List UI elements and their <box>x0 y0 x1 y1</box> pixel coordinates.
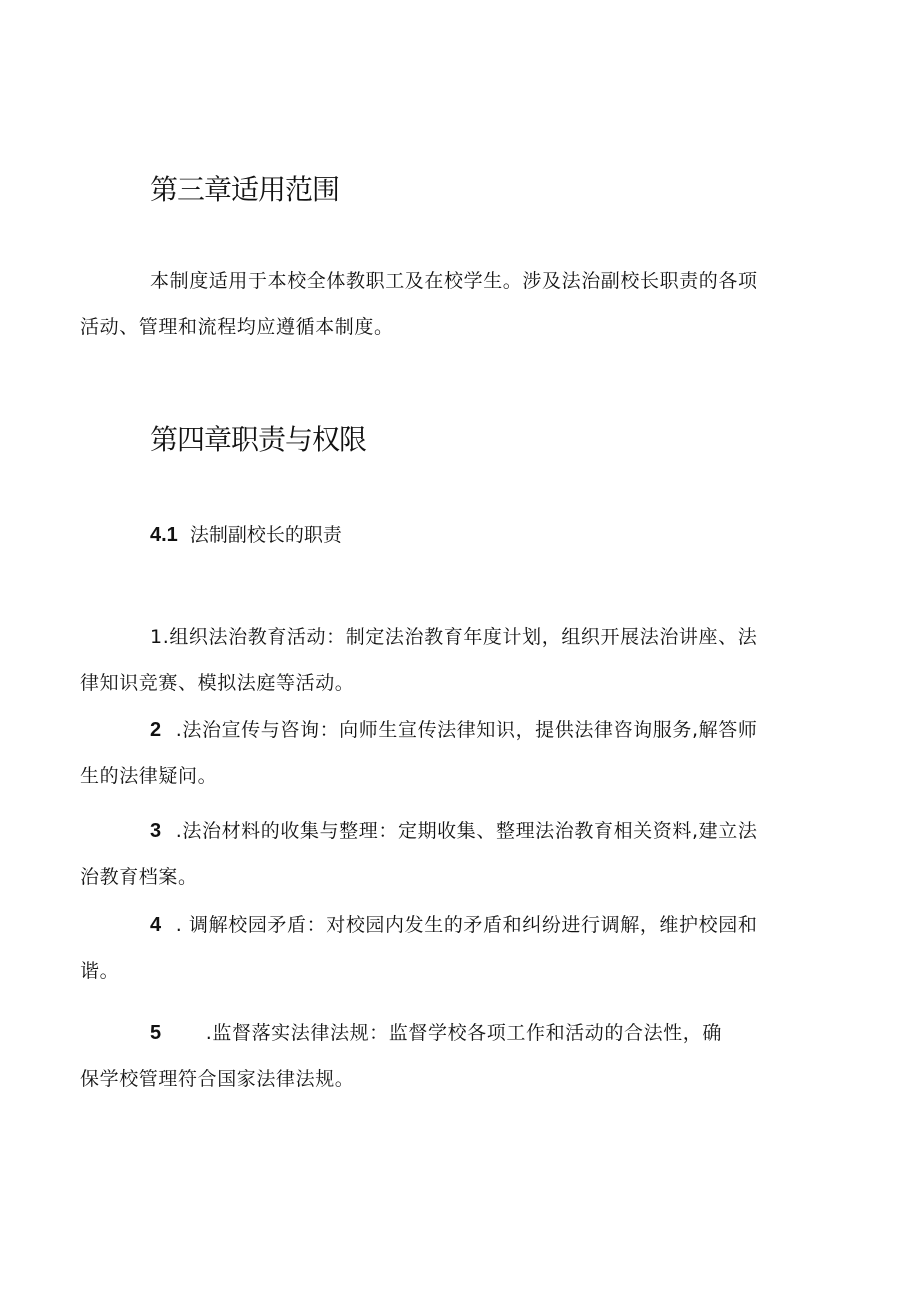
chapter-3-heading: 第三章适用范围 <box>150 173 340 206</box>
duty-item-line: 治教育档案。 <box>80 866 198 888</box>
section-number: 4.1 <box>150 524 178 546</box>
duty-item-line: . 调解校园矛盾：对校园内发生的矛盾和纠纷进行调解，维护校园和 <box>175 914 758 936</box>
duty-item-number: 2 <box>150 719 162 741</box>
duty-item-line: .法治宣传与咨询：向师生宣传法律知识，提供法律咨询服务,解答师 <box>175 719 758 741</box>
duty-item-5 <box>80 1010 830 1102</box>
duty-item-line: .监督落实法律法规：监督学校各项工作和活动的合法性，确 <box>205 1022 722 1044</box>
duty-item-line: 保学校管理符合国家法律法规。 <box>80 1068 355 1090</box>
duty-item-line: 1.组织法治教育活动：制定法治教育年度计划，组织开展法治讲座、法 <box>150 626 758 648</box>
duty-item-2 <box>80 707 830 799</box>
chapter-3-paragraph <box>80 258 830 350</box>
duty-item-line: 谐。 <box>80 960 120 982</box>
duty-item-line: 生的法律疑问。 <box>80 765 218 787</box>
duty-item-3 <box>80 808 830 900</box>
section-title: 法制副校长的职责 <box>189 524 342 546</box>
section-4-1-heading <box>150 520 342 547</box>
duty-item-line: .法治材料的收集与整理：定期收集、整理法治教育相关资料,建立法 <box>175 820 758 842</box>
duty-item-number: 3 <box>150 820 162 842</box>
duty-item-number: 4 <box>150 914 162 936</box>
paragraph-line: 活动、管理和流程均应遵循本制度。 <box>80 316 394 338</box>
duty-item-line: 律知识竞赛、模拟法庭等活动。 <box>80 672 355 694</box>
duty-item-1 <box>80 614 830 706</box>
duty-item-number: 5 <box>150 1022 162 1044</box>
paragraph-line: 本制度适用于本校全体教职工及在校学生。涉及法治副校长职责的各项 <box>150 270 758 292</box>
duty-item-4 <box>80 902 830 994</box>
chapter-4-heading: 第四章职责与权限 <box>150 423 367 456</box>
